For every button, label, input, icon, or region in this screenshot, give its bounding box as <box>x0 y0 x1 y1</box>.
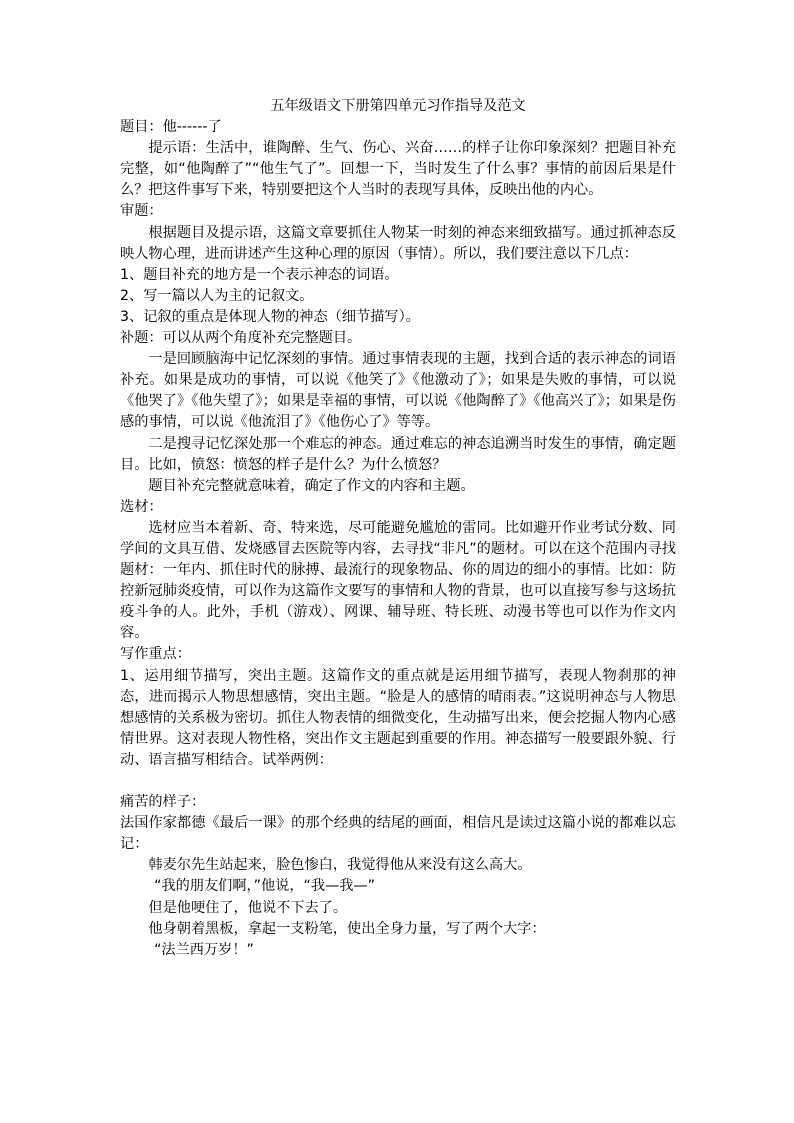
paragraph: 选材： <box>120 498 163 515</box>
paragraph: 提示语：生活中，谁陶醉、生气、伤心、兴奋……的样子让你印象深刻？把题目补充完整，如“他陶醉了”“他生气了”。回想一下，当时发生了什么事？事情的前因后果是什么？把这件事写下来，特别要把这个人当时的表现写具体，反映出他的内心。 <box>120 140 676 199</box>
document-title: 五年级语文下册第四单元习作指导及范文 <box>270 98 526 114</box>
paragraph: 法国作家都德《最后一课》的那个经典的结尾的画面，相信凡是读过这篇小说的都难以忘记： <box>120 815 676 853</box>
paragraph: 他身朝着黑板，拿起一支粉笔，使出全身力量，写了两个大字： <box>148 920 546 937</box>
paragraph: “法兰西万岁！” <box>154 941 254 958</box>
paragraph: 一是回顾脑海中记忆深刻的事情。通过事情表现的主题，找到合适的表示神态的词语补充。如果是成功的事情，可以说《他笑了》《他激动了》；如果是失败的事情，可以说《他哭了》《他失望了》；如果是幸福的事情，可以说《他陶醉了》《他高兴了》；如果是伤感的事情，可以说《他流泪了》《他伤心了》等等。 <box>120 351 676 431</box>
paragraph: 补题：可以从两个角度补充完整题目。 <box>120 330 362 347</box>
paragraph: 审题： <box>120 203 163 220</box>
document-page <box>120 96 676 961</box>
paragraph: 根据题目及提示语，这篇文章要抓住人物某一时刻的神态来细致描写。通过抓神态反映人物心理，进而讲述产生这种心理的原因（事情）。所以，我们要注意以下几点： <box>120 224 676 262</box>
paragraph: 选材应当本着新、奇、特来选，尽可能避免尴尬的雷同。比如避开作业考试分数、同学间的文具互借、发烧感冒去医院等内容，去寻找“非凡”的题材。可以在这个范围内寻找题材：一年内、抓住时代的脉搏、最流行的现象物品、你的周边的细小的事情。比如：防控新冠肺炎疫情，可以作为这篇作文要写的事情和人物的背景，也可以直接写参与这场抗疫斗争的人。此外，手机（游戏）、网课、辅导班、特长班、动漫书等也可以作为作文内容。 <box>120 519 676 642</box>
paragraph: 2、写一篇以人为主的记叙文。 <box>120 287 314 304</box>
paragraph: 写作重点： <box>120 646 191 663</box>
paragraph: 二是搜寻记忆深处那一个难忘的神态。通过难忘的神态追溯当时发生的事情，确定题目。比如，愤怒：愤怒的样子是什么？为什么愤怒？ <box>120 435 676 473</box>
blank-line <box>120 771 676 792</box>
paragraph: “我的朋友们啊，”他说，“我—我—” <box>154 878 376 895</box>
paragraph: 题目补充完整就意味着，确定了作文的内容和主题。 <box>148 477 475 494</box>
document-body <box>120 117 676 961</box>
paragraph: 但是他哽住了，他说不下去了。 <box>148 899 348 916</box>
paragraph: 3、记叙的重点是体现人物的神态（细节描写）。 <box>120 308 420 325</box>
paragraph: 韩麦尔先生站起来，脸色惨白，我觉得他从来没有这么高大。 <box>148 857 532 874</box>
paragraph: 1、运用细节描写，突出主题。这篇作文的重点就是运用细节描写，表现人物刹那的神态，进而揭示人物思想感情，突出主题。“脸是人的感情的晴雨表。”这说明神态与人物思想感情的关系极为密切。抓住人物表情的细微变化，生动描写出来，便会挖掘人物内心感情世界。这对表现人物性格，突出作文主题起到重要的作用。神态描写一般要跟外貌、行动、语言描写相结合。试举两例： <box>120 667 676 768</box>
paragraph: 1、题目补充的地方是一个表示神态的词语。 <box>120 266 399 283</box>
paragraph: 痛苦的样子： <box>120 794 206 811</box>
paragraph: 题目：他------了 <box>120 119 222 136</box>
